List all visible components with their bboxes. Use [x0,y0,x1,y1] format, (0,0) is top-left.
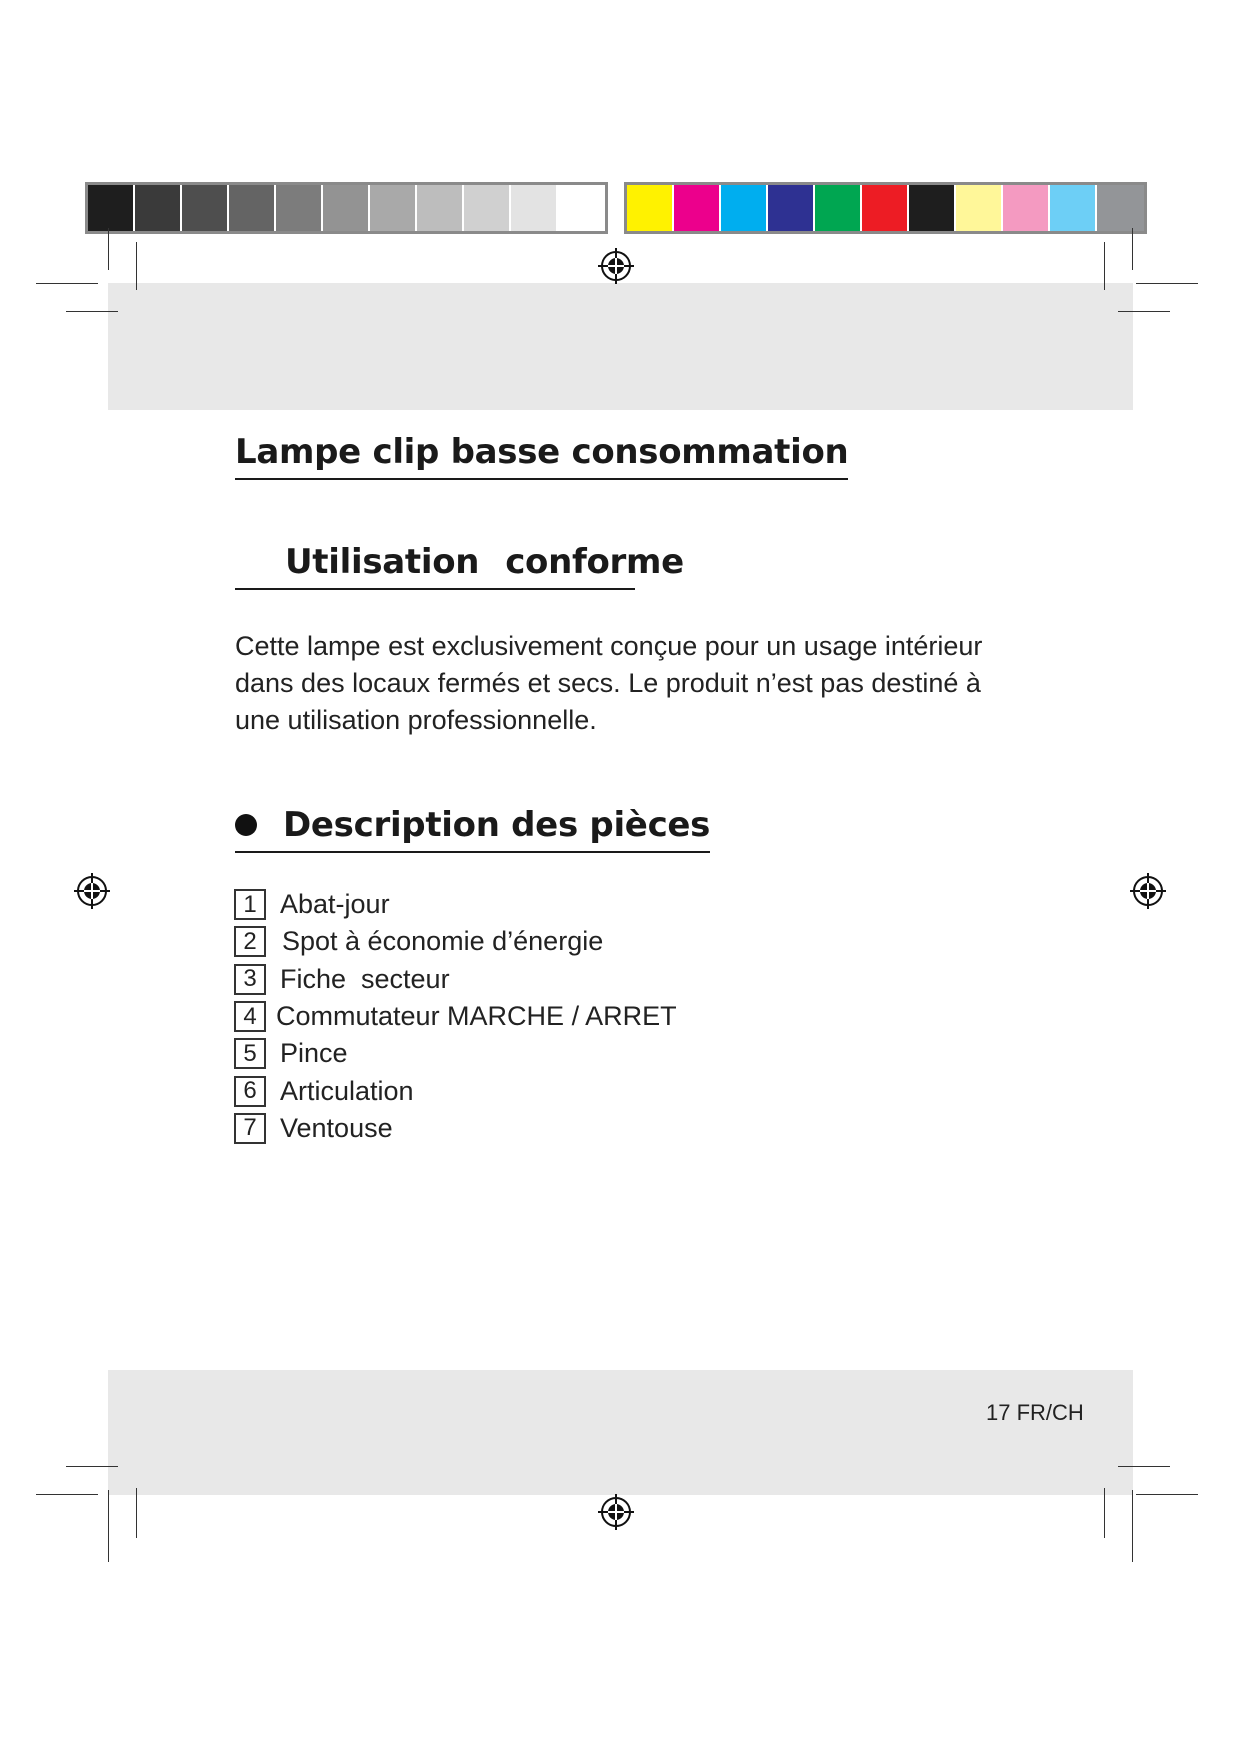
gray-swatch [276,185,323,231]
part-number: 1 [234,889,266,920]
color-swatch [1003,185,1050,231]
gray-swatch [511,185,558,231]
crop-mark [136,242,137,290]
gray-swatch [558,185,605,231]
gray-swatch [88,185,135,231]
header-band [108,283,1133,410]
heading-word: Utilisation [285,542,480,582]
heading-word: conforme [505,542,684,582]
color-swatch [956,185,1003,231]
parts-list [234,886,677,1147]
list-item [234,961,677,998]
paragraph-line: dans des locaux fermés et secs. Le produit n’est pas destiné à [235,668,981,698]
crop-mark [1118,1466,1170,1467]
registration-mark-icon [596,1492,636,1532]
color-swatch [768,185,815,231]
part-label: Abat-jour [280,889,390,920]
part-label: Pince [280,1038,348,1069]
crop-mark [1132,1490,1133,1562]
part-number: 6 [234,1076,266,1107]
color-swatch [721,185,768,231]
gray-swatch [370,185,417,231]
part-label: Articulation [280,1075,414,1106]
color-swatch [909,185,956,231]
color-swatch [1097,185,1144,231]
document-title: Lampe clip basse consommation [235,432,848,480]
gray-swatch [182,185,229,231]
crop-mark [136,1488,137,1538]
part-number: 7 [234,1113,266,1144]
part-label: Commutateur MARCHE / ARRET [276,1001,677,1032]
part-label: Fiche secteur [280,963,450,994]
section-heading-parts [235,805,710,853]
crop-mark [108,228,109,270]
usage-paragraph [235,628,995,739]
color-swatch [815,185,862,231]
gray-swatch [323,185,370,231]
list-item [234,1072,677,1109]
registration-mark-icon [1128,871,1168,911]
part-label: Spot à économie d’énergie [282,926,604,957]
color-swatch [862,185,909,231]
list-item [234,923,677,960]
crop-mark [108,1490,109,1562]
color-swatch [1050,185,1097,231]
crop-mark [1136,1494,1198,1495]
part-number: 3 [234,964,266,995]
part-label: Ventouse [280,1112,393,1143]
registration-mark-icon [596,246,636,286]
paragraph-line: une utilisation professionnelle. [235,705,597,735]
crop-mark [1118,311,1170,312]
gray-swatch [464,185,511,231]
paragraph-line: Cette lampe est exclusivement conçue pour un usage intérieur [235,631,983,661]
part-number: 4 [234,1001,266,1032]
part-number: 5 [234,1038,266,1069]
crop-mark [36,1494,98,1495]
process-color-bar [624,182,1147,234]
part-number: 2 [234,926,266,957]
crop-mark [1136,283,1198,284]
bullet-dot-icon [235,814,257,836]
footer-band [108,1370,1133,1495]
page-number: 17 FR/CH [986,1400,1084,1425]
registration-mark-icon [72,871,112,911]
heading-text: Description des pièces [283,805,711,845]
list-item [234,998,677,1035]
crop-mark [1132,228,1133,270]
color-swatch [627,185,674,231]
grayscale-color-bar [85,182,608,234]
crop-mark [1104,1488,1105,1538]
crop-mark [36,283,98,284]
gray-swatch [417,185,464,231]
crop-mark [66,1466,118,1467]
gray-swatch [229,185,276,231]
crop-mark [66,311,118,312]
list-item [234,886,677,923]
section-heading-usage [235,542,684,590]
gray-swatch [135,185,182,231]
list-item [234,1110,677,1147]
color-swatch [674,185,721,231]
crop-mark [1104,242,1105,290]
list-item [234,1035,677,1072]
